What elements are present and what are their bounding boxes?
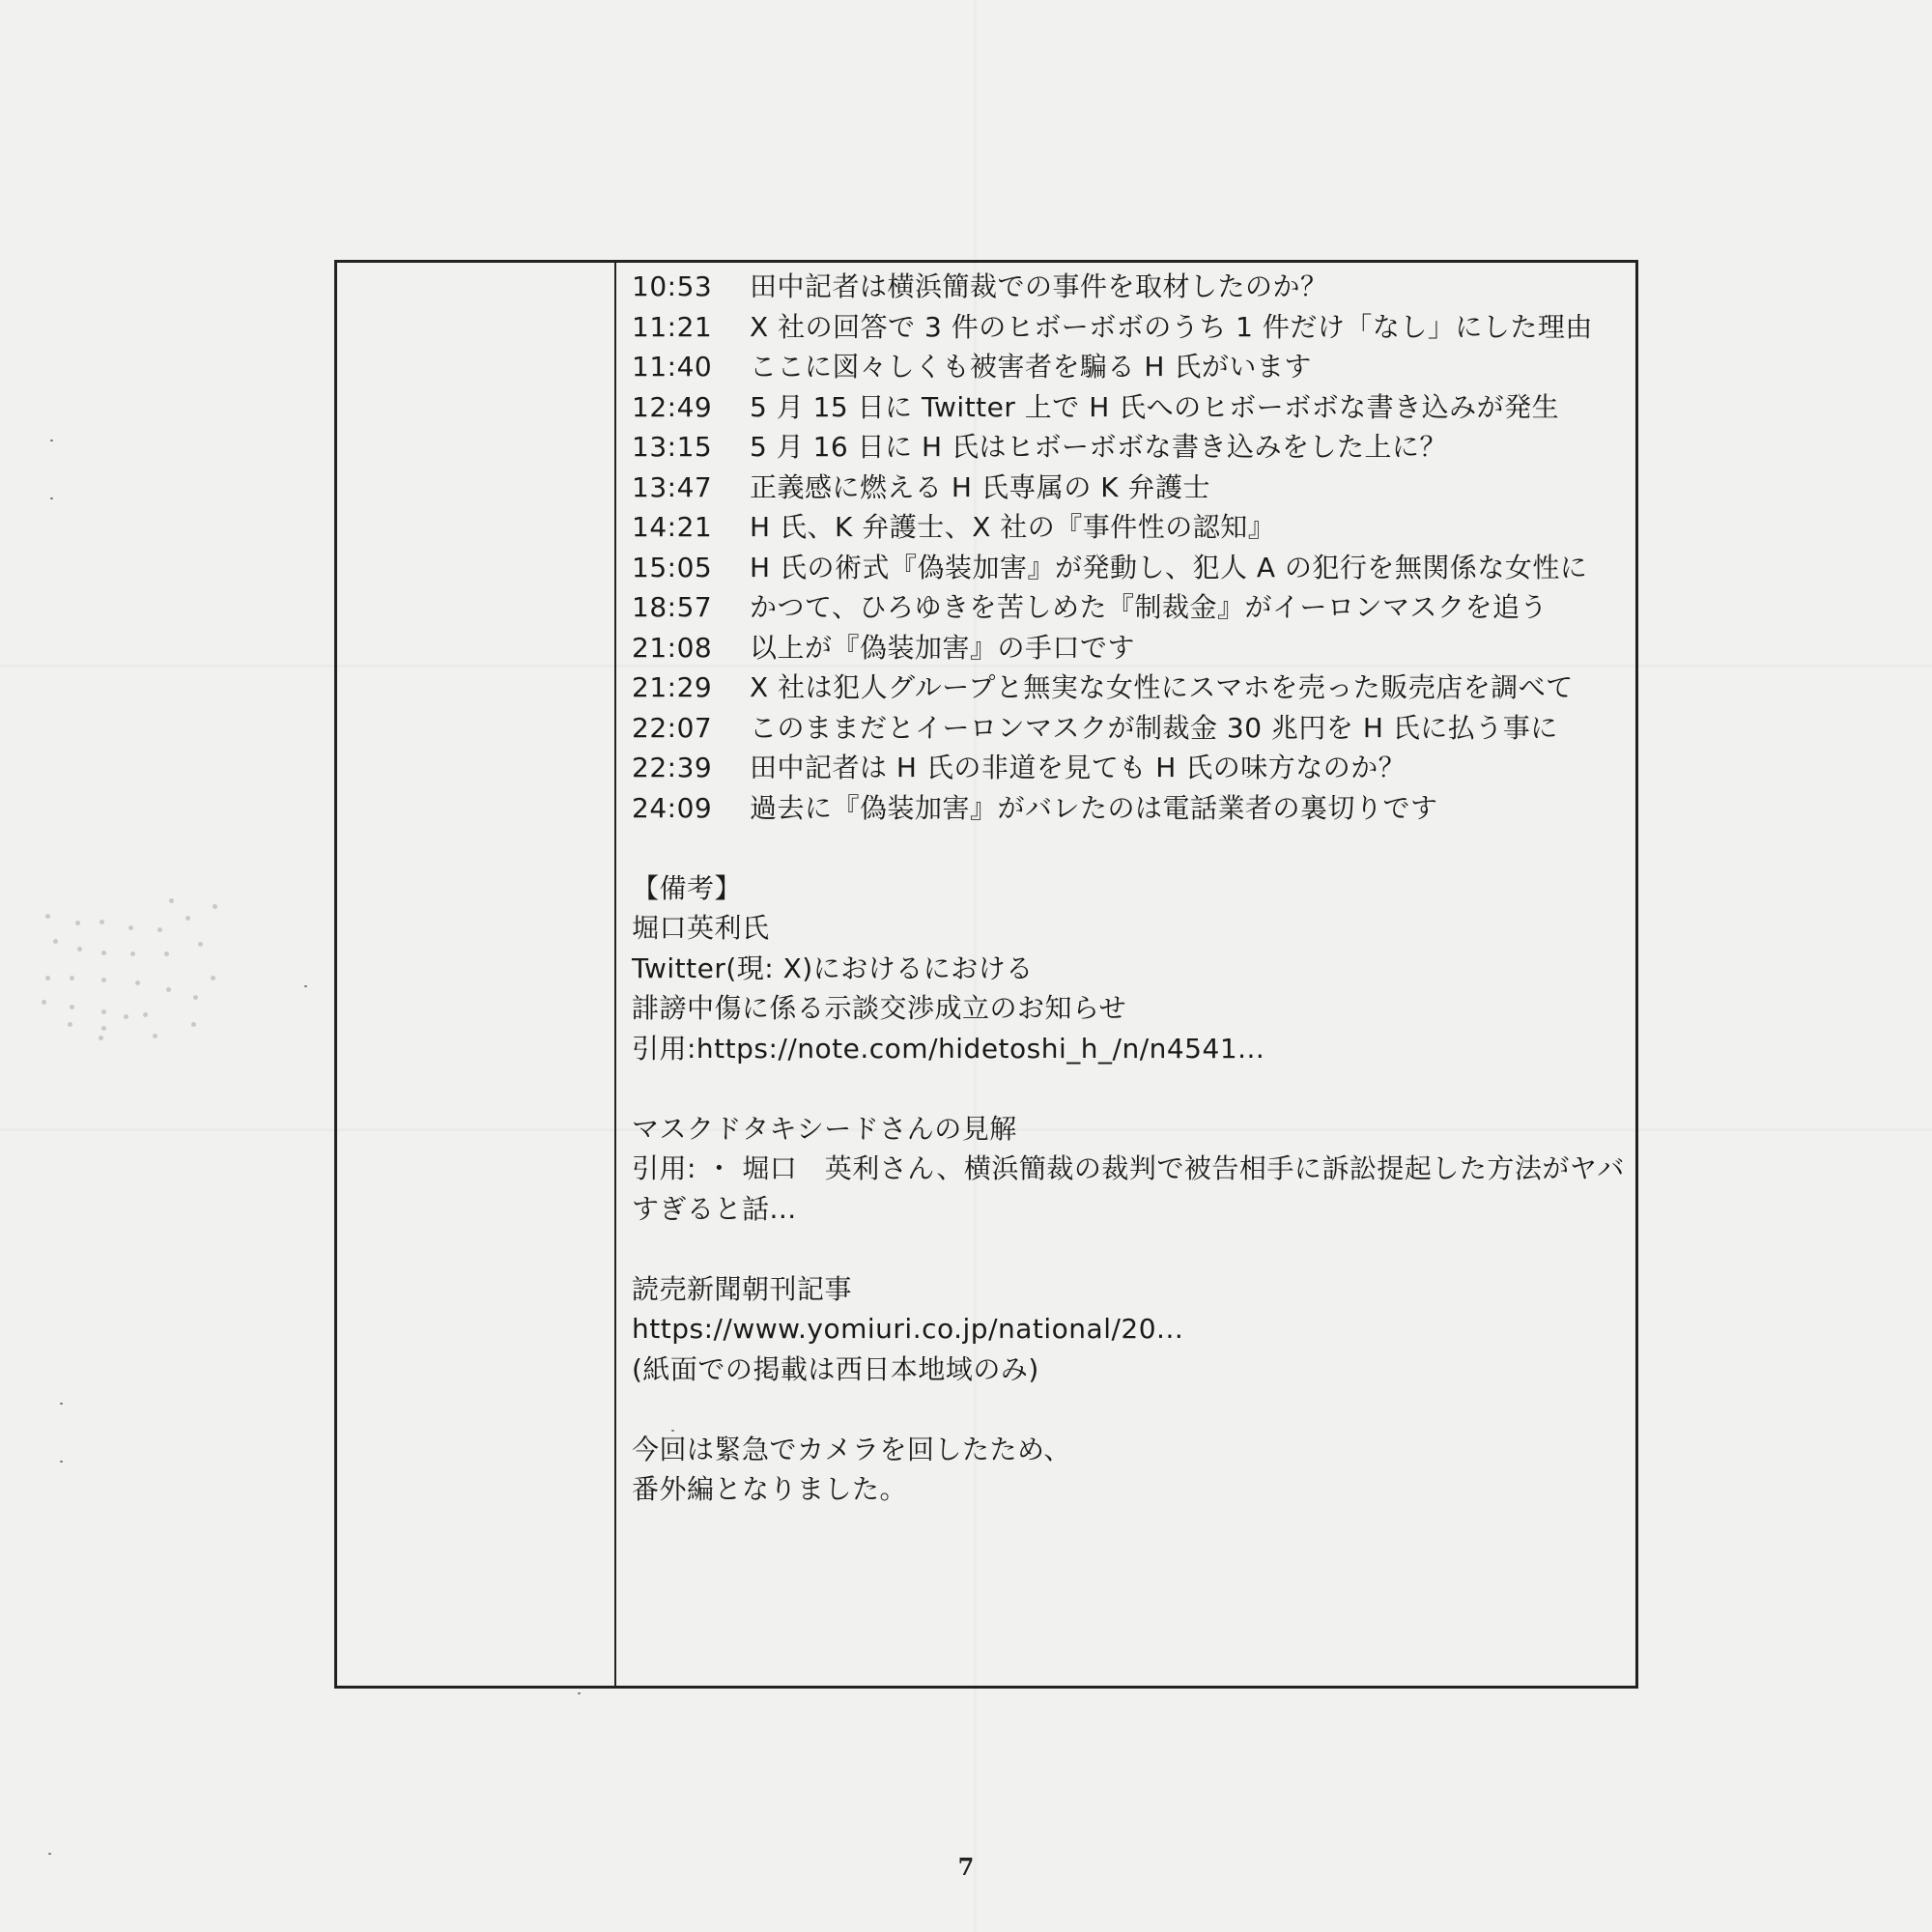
timeline-text: X 社の回答で 3 件のヒボーボボのうち 1 件だけ「なし」にした理由 bbox=[750, 310, 1593, 343]
spacer bbox=[632, 1229, 1627, 1269]
paper-speck bbox=[60, 1403, 63, 1405]
timeline-text: ここに図々しくも被害者を騙る H 氏がいます bbox=[750, 351, 1312, 383]
spacer bbox=[632, 828, 1627, 868]
timeline-text: 5 月 15 日に Twitter 上で H 氏へのヒボーボボな書き込みが発生 bbox=[750, 390, 1560, 423]
timeline-item bbox=[632, 708, 1627, 749]
reference-url: https://www.yomiuri.co.jp/national/20... bbox=[632, 1313, 1184, 1345]
paper-speck bbox=[50, 497, 53, 499]
timeline-text: H 氏、K 弁護士、X 社の『事件性の認知』 bbox=[750, 511, 1276, 543]
paper-speck bbox=[50, 440, 53, 441]
closing-line: 今回は緊急でカメラを回したため、 bbox=[632, 1433, 1071, 1465]
timeline-text: 正義感に燃える H 氏専属の K 弁護士 bbox=[750, 470, 1211, 503]
timestamp: 14:21 bbox=[632, 511, 713, 543]
table-column-divider bbox=[614, 263, 616, 1686]
timestamp: 10:53 bbox=[632, 270, 713, 302]
timeline-item bbox=[632, 507, 1627, 548]
notes-heading: 【備考】 bbox=[632, 871, 743, 904]
timestamp: 21:29 bbox=[632, 671, 713, 703]
timeline-text: X 社は犯人グループと無実な女性にスマホを売った販売店を調べて bbox=[750, 671, 1574, 703]
timestamp: 11:21 bbox=[632, 310, 713, 343]
notes-section bbox=[632, 868, 1627, 1510]
reference-line: 誹謗中傷に係る示談交渉成立のお知らせ bbox=[632, 992, 1127, 1024]
paper-speck bbox=[60, 1461, 63, 1463]
spacer bbox=[632, 1389, 1627, 1430]
timeline-item bbox=[632, 788, 1627, 829]
reference-remark: (紙面での掲載は西日本地域のみ) bbox=[632, 1352, 1039, 1385]
timeline-text: H 氏の術式『偽装加害』が発動し、犯人 A の犯行を無関係な女性に bbox=[750, 551, 1588, 583]
timeline-item bbox=[632, 347, 1627, 387]
timeline-item bbox=[632, 387, 1627, 428]
timeline-item bbox=[632, 587, 1627, 628]
timestamp: 11:40 bbox=[632, 351, 713, 383]
timestamp: 13:47 bbox=[632, 470, 713, 503]
timestamp: 12:49 bbox=[632, 390, 713, 423]
timeline-item bbox=[632, 468, 1627, 508]
timeline-text: このままだとイーロンマスクが制裁金 30 兆円を H 氏に払う事に bbox=[750, 711, 1558, 744]
timestamp: 24:09 bbox=[632, 791, 713, 824]
timeline-text: 以上が『偽装加害』の手口です bbox=[750, 631, 1136, 664]
reference-citation: 引用: ・ 堀口 英利さん、横浜簡裁の裁判で被告相手に訴訟提起した方法がヤバすぎると話... bbox=[632, 1152, 1625, 1225]
timeline-item bbox=[632, 628, 1627, 668]
timestamp: 15:05 bbox=[632, 551, 713, 583]
timestamp: 18:57 bbox=[632, 591, 713, 623]
timeline-text: 5 月 16 日に H 氏はヒボーボボな書き込みをした上に？ bbox=[750, 431, 1448, 463]
timeline-item bbox=[632, 548, 1627, 588]
spacer bbox=[632, 1068, 1627, 1109]
table-content-cell bbox=[632, 267, 1627, 1510]
timeline-text: 田中記者は横浜簡裁での事件を取材したのか？ bbox=[750, 270, 1328, 302]
timeline-list bbox=[632, 267, 1627, 828]
page-number: 7 bbox=[957, 1853, 975, 1881]
closing-line: 番外編となりました。 bbox=[632, 1473, 908, 1505]
paper-speck bbox=[578, 1692, 581, 1694]
timeline-item bbox=[632, 668, 1627, 708]
reference-name: 堀口英利氏 bbox=[632, 912, 770, 944]
reference-line: Twitter(現: X)におけるにおける bbox=[632, 952, 1034, 984]
reference-title: 読売新聞朝刊記事 bbox=[632, 1272, 853, 1305]
reference-citation: 引用:https://note.com/hidetoshi_h_/n/n4541... bbox=[632, 1032, 1265, 1065]
timeline-item bbox=[632, 427, 1627, 468]
timeline-text: 田中記者は H 氏の非道を見ても H 氏の味方なのか？ bbox=[750, 752, 1406, 783]
timeline-item bbox=[632, 267, 1627, 307]
timestamp: 13:15 bbox=[632, 431, 713, 463]
timeline-item bbox=[632, 748, 1627, 788]
timestamp: 22:07 bbox=[632, 711, 713, 744]
paper-speck bbox=[48, 1853, 51, 1855]
paper-speck bbox=[304, 985, 307, 987]
timeline-text: 過去に『偽装加害』がバレたのは電話業者の裏切りです bbox=[750, 791, 1438, 824]
timestamp: 22:39 bbox=[632, 752, 713, 783]
timeline-text: かつて、ひろゆきを苦しめた『制裁金』がイーロンマスクを追う bbox=[750, 591, 1548, 623]
reference-title: マスクドタキシードさんの見解 bbox=[632, 1112, 1017, 1145]
timestamp: 21:08 bbox=[632, 631, 713, 664]
timeline-item bbox=[632, 307, 1627, 348]
